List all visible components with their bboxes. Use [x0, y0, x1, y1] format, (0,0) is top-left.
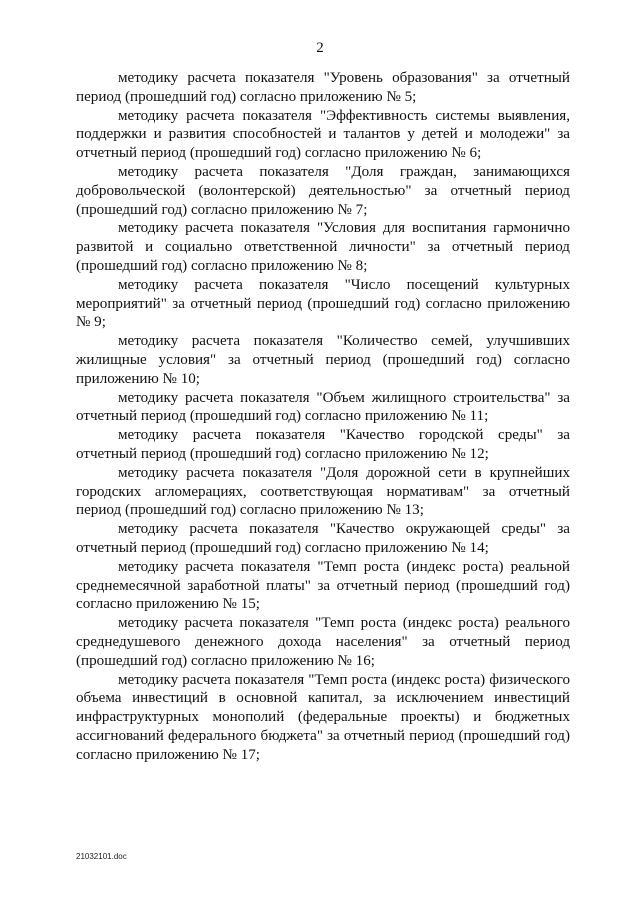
- paragraph-appendix-6: методику расчета показателя "Эффективность системы выявления, поддержки и развития способностей и талантов у детей и молодежи" за отчетный период (прошедший год) согласно приложению № 6;: [76, 107, 570, 162]
- paragraph-appendix-11: методику расчета показателя "Объем жилищного строительства" за отчетный период (прошедший год) согласно приложению № 11;: [76, 389, 570, 425]
- paragraph-appendix-15: методику расчета показателя "Темп роста (индекс роста) реальной среднемесячной заработной платы" за отчетный период (прошедший год) согласно приложению № 15;: [76, 558, 570, 613]
- paragraph-appendix-13: методику расчета показателя "Доля дорожной сети в крупнейших городских агломерациях, соответствующая нормативам" за отчетный период (прошедший год) согласно приложению № 13;: [76, 464, 570, 519]
- paragraph-appendix-7: методику расчета показателя "Доля граждан, занимающихся добровольческой (волонтерской) деятельностью" за отчетный период (прошедший год) согласно приложению № 7;: [76, 163, 570, 218]
- paragraph-appendix-9: методику расчета показателя "Число посещений культурных мероприятий" за отчетный период (прошедший год) согласно приложению № 9;: [76, 276, 570, 331]
- paragraph-appendix-5: методику расчета показателя "Уровень образования" за отчетный период (прошедший год) согласно приложению № 5;: [76, 70, 570, 105]
- paragraph-appendix-16: методику расчета показателя "Темп роста (индекс роста) реального среднедушевого денежного дохода населения" за отчетный период (прошедший год) согласно приложению № 16;: [76, 615, 570, 669]
- page-number: 2: [316, 40, 324, 56]
- document-body: [76, 69, 570, 764]
- paragraph-appendix-8: методику расчета показателя "Условия для воспитания гармонично развитой и социально ответственной личности" за отчетный период (прошедший год) согласно приложению № 8;: [76, 220, 570, 274]
- paragraph-appendix-14: методику расчета показателя "Качество окружающей среды" за отчетный период (прошедший год) согласно приложению № 14;: [76, 521, 570, 556]
- paragraph-appendix-17: методику расчета показателя "Темп роста (индекс роста) физического объема инвестиций в основной капитал, за исключением инвестиций инфраструктурных монополий (федеральные проекты) и бюджетных ассигнований федерального бюджета" за отчетный период (прошедший год) согласно приложению № 17;: [76, 671, 570, 763]
- paragraph-appendix-12: методику расчета показателя "Качество городской среды" за отчетный период (прошедший год) согласно приложению № 12;: [76, 427, 570, 462]
- footer-filename: 21032101.doc: [76, 852, 127, 861]
- paragraph-appendix-10: методику расчета показателя "Количество семей, улучшивших жилищные условия" за отчетный период (прошедший год) согласно приложению № 10;: [76, 333, 570, 387]
